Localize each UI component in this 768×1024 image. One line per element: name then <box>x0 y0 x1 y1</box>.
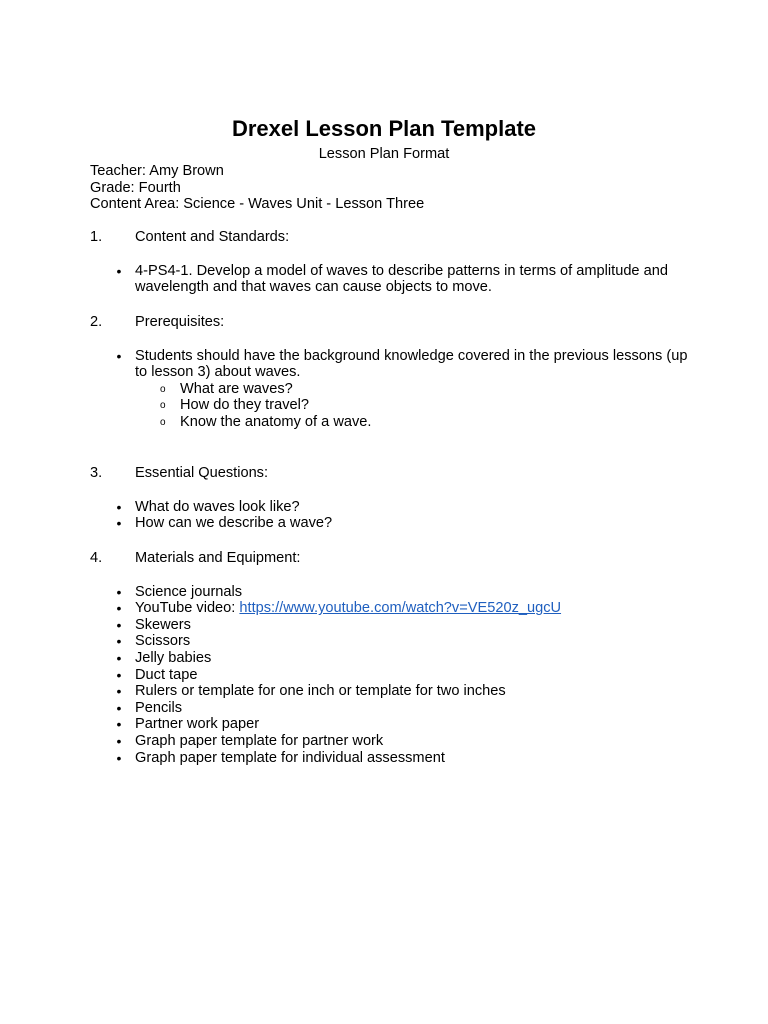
section-number: 4. <box>90 550 103 566</box>
list-item <box>90 263 690 296</box>
prerequisites-list <box>90 348 690 431</box>
sub-list-item <box>135 414 690 431</box>
bullet-icon: • <box>116 616 122 633</box>
bullet-icon: • <box>116 583 122 600</box>
bullet-icon: • <box>116 683 122 700</box>
sub-list <box>135 381 690 431</box>
bullet-icon: • <box>116 515 122 532</box>
section-number: 2. <box>90 314 103 330</box>
list-item <box>90 499 690 516</box>
sub-list-item <box>135 381 690 398</box>
list-item-text: What do waves look like? <box>135 498 300 515</box>
list-item-text: Graph paper template for partner work <box>135 732 384 749</box>
lesson-meta <box>90 163 424 213</box>
sub-item-text: Know the anatomy of a wave. <box>180 413 372 430</box>
list-item-text: Duct tape <box>135 666 198 683</box>
bullet-icon: • <box>116 498 122 515</box>
bullet-icon: • <box>116 749 122 766</box>
list-item-text: Students should have the background knowledge covered in the previous lessons (up to lesson 3) about waves. <box>135 347 688 381</box>
section-essential-questions <box>90 465 690 532</box>
section-heading <box>90 465 690 482</box>
list-item <box>90 584 690 601</box>
bullet-icon: • <box>116 262 122 279</box>
section-title: Essential Questions: <box>135 465 269 481</box>
circle-bullet-icon: o <box>160 400 166 412</box>
list-item <box>90 716 690 733</box>
section-title: Content and Standards: <box>135 229 290 245</box>
bullet-icon: • <box>116 633 122 650</box>
section-heading <box>90 229 690 246</box>
content-area-line: Content Area: Science - Waves Unit - Lesson Three <box>90 196 425 213</box>
list-item <box>90 683 690 700</box>
materials-list <box>90 584 690 767</box>
list-item-text: Scissors <box>135 633 191 650</box>
document-subtitle: Lesson Plan Format <box>318 146 450 162</box>
bullet-icon: • <box>116 649 122 666</box>
teacher-line: Teacher: Amy Brown <box>90 163 224 179</box>
list-item-text: Partner work paper <box>135 716 260 733</box>
section-materials <box>90 550 690 766</box>
list-item <box>90 733 690 750</box>
questions-list <box>90 499 690 532</box>
list-item-text: Science journals <box>135 583 243 600</box>
list-item <box>90 617 690 634</box>
list-item-text: Pencils <box>135 699 183 716</box>
circle-bullet-icon: o <box>160 416 166 428</box>
list-item-text: 4-PS4-1. Develop a model of waves to describe patterns in terms of amplitude and wavelength and that waves can cause objects to move. <box>135 262 668 296</box>
bullet-icon: • <box>116 347 122 364</box>
circle-bullet-icon: o <box>160 383 166 395</box>
section-number: 3. <box>90 465 103 481</box>
bullet-icon: • <box>116 699 122 716</box>
list-item-text: Skewers <box>135 616 191 633</box>
list-item <box>90 667 690 684</box>
list-item <box>90 633 690 650</box>
list-item-text: How can we describe a wave? <box>135 515 333 532</box>
standards-list <box>90 263 690 296</box>
section-title: Materials and Equipment: <box>135 550 301 566</box>
list-item <box>90 700 690 717</box>
list-item-text: Graph paper template for individual assessment <box>135 749 445 766</box>
section-title: Prerequisites: <box>135 314 225 330</box>
youtube-video-link[interactable]: https://www.youtube.com/watch?v=VE520z_ugcU <box>239 600 562 617</box>
section-heading <box>90 550 690 567</box>
list-item-text: YouTube video: <box>135 600 240 617</box>
section-content-standards <box>90 229 690 296</box>
document-title: Drexel Lesson Plan Template <box>231 116 537 141</box>
bullet-icon: • <box>116 716 122 733</box>
bullet-icon: • <box>116 666 122 683</box>
list-item <box>90 515 690 532</box>
section-number: 1. <box>90 229 103 245</box>
sub-item-text: What are waves? <box>180 380 293 397</box>
list-item-text: Rulers or template for one inch or template for two inches <box>135 683 506 700</box>
list-item <box>90 348 690 431</box>
sub-list-item <box>135 397 690 414</box>
sub-item-text: How do they travel? <box>180 397 309 414</box>
list-item <box>90 750 690 767</box>
section-prerequisites <box>90 314 690 431</box>
section-heading <box>90 314 690 331</box>
grade-line: Grade: Fourth <box>90 179 181 196</box>
list-item <box>90 600 690 617</box>
list-item-text: Jelly babies <box>135 649 212 666</box>
bullet-icon: • <box>116 732 122 749</box>
bullet-icon: • <box>116 600 122 617</box>
list-item <box>90 650 690 667</box>
